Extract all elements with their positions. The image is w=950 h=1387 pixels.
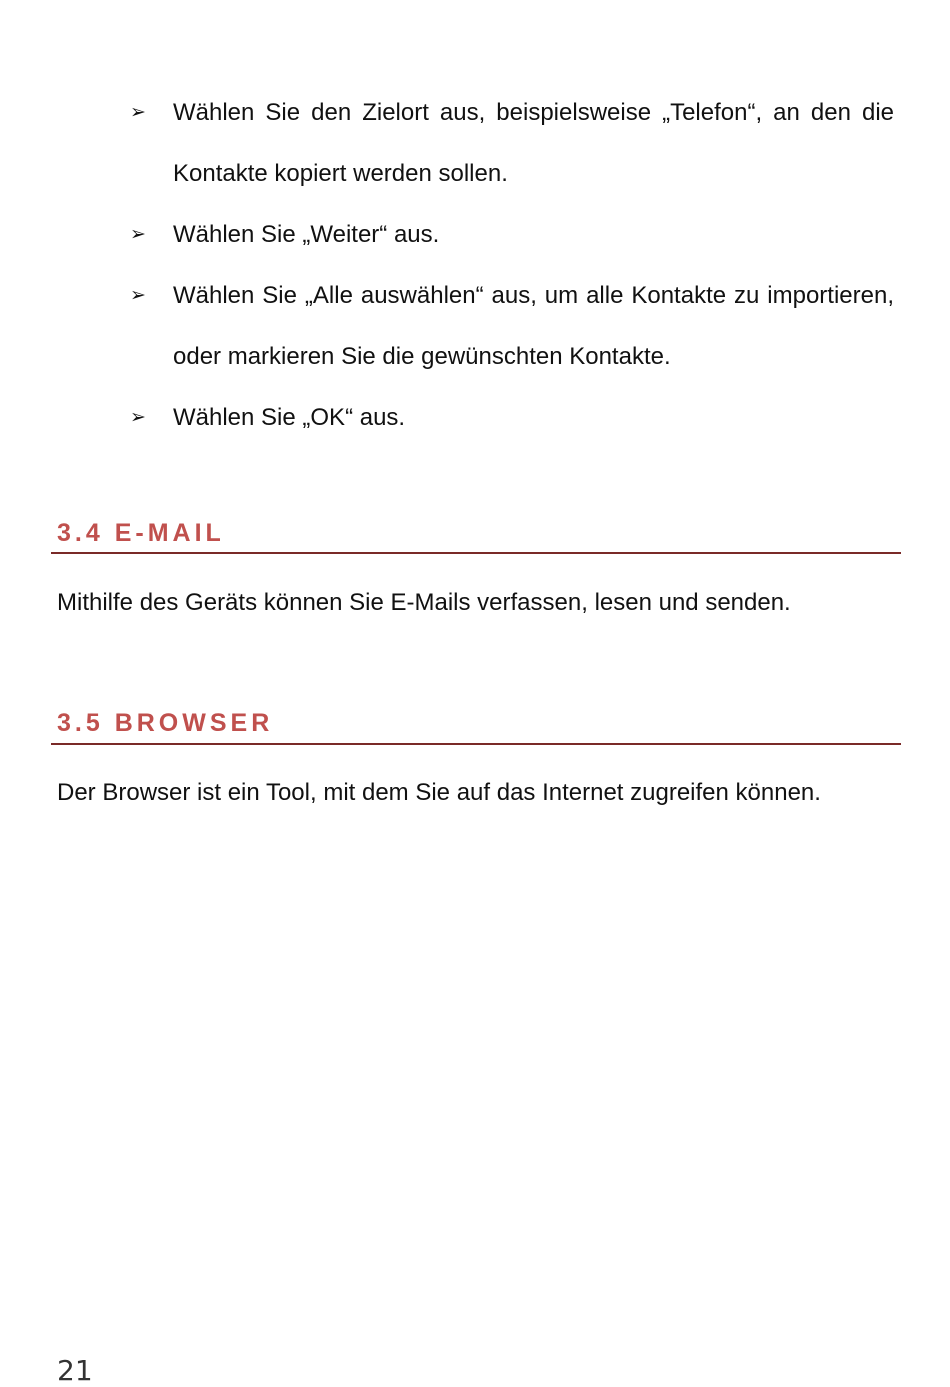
section-body-email: Mithilfe des Geräts können Sie E-Mails verfassen, lesen und senden. <box>57 589 791 616</box>
list-item <box>130 82 894 204</box>
list-item <box>130 265 894 387</box>
list-item-text: Wählen Sie „OK“ aus. <box>173 404 406 431</box>
section-heading-email: 3.4 E-MAIL <box>57 519 225 547</box>
arrow-bullet-icon: ➢ <box>130 284 146 306</box>
page-number: 21 <box>57 1354 93 1387</box>
list-item <box>130 204 894 265</box>
section-body-browser: Der Browser ist ein Tool, mit dem Sie auf das Internet zugreifen können. <box>57 779 821 806</box>
list-item-text: Wählen Sie „Alle auswählen“ aus, um alle Kontakte zu importieren, oder markieren Sie die gewünschten Kontakte. <box>173 282 894 370</box>
section-heading-browser: 3.5 BROWSER <box>57 709 274 737</box>
list-item-text: Wählen Sie den Zielort aus, beispielsweise „Telefon“, an den die Kontakte kopiert werden sollen. <box>173 99 894 187</box>
list-item-text: Wählen Sie „Weiter“ aus. <box>173 221 440 248</box>
section-divider <box>51 743 901 745</box>
arrow-bullet-icon: ➢ <box>130 101 146 123</box>
instruction-list <box>130 82 894 448</box>
arrow-bullet-icon: ➢ <box>130 406 146 428</box>
arrow-bullet-icon: ➢ <box>130 223 146 245</box>
list-item <box>130 387 894 448</box>
section-divider <box>51 552 901 554</box>
